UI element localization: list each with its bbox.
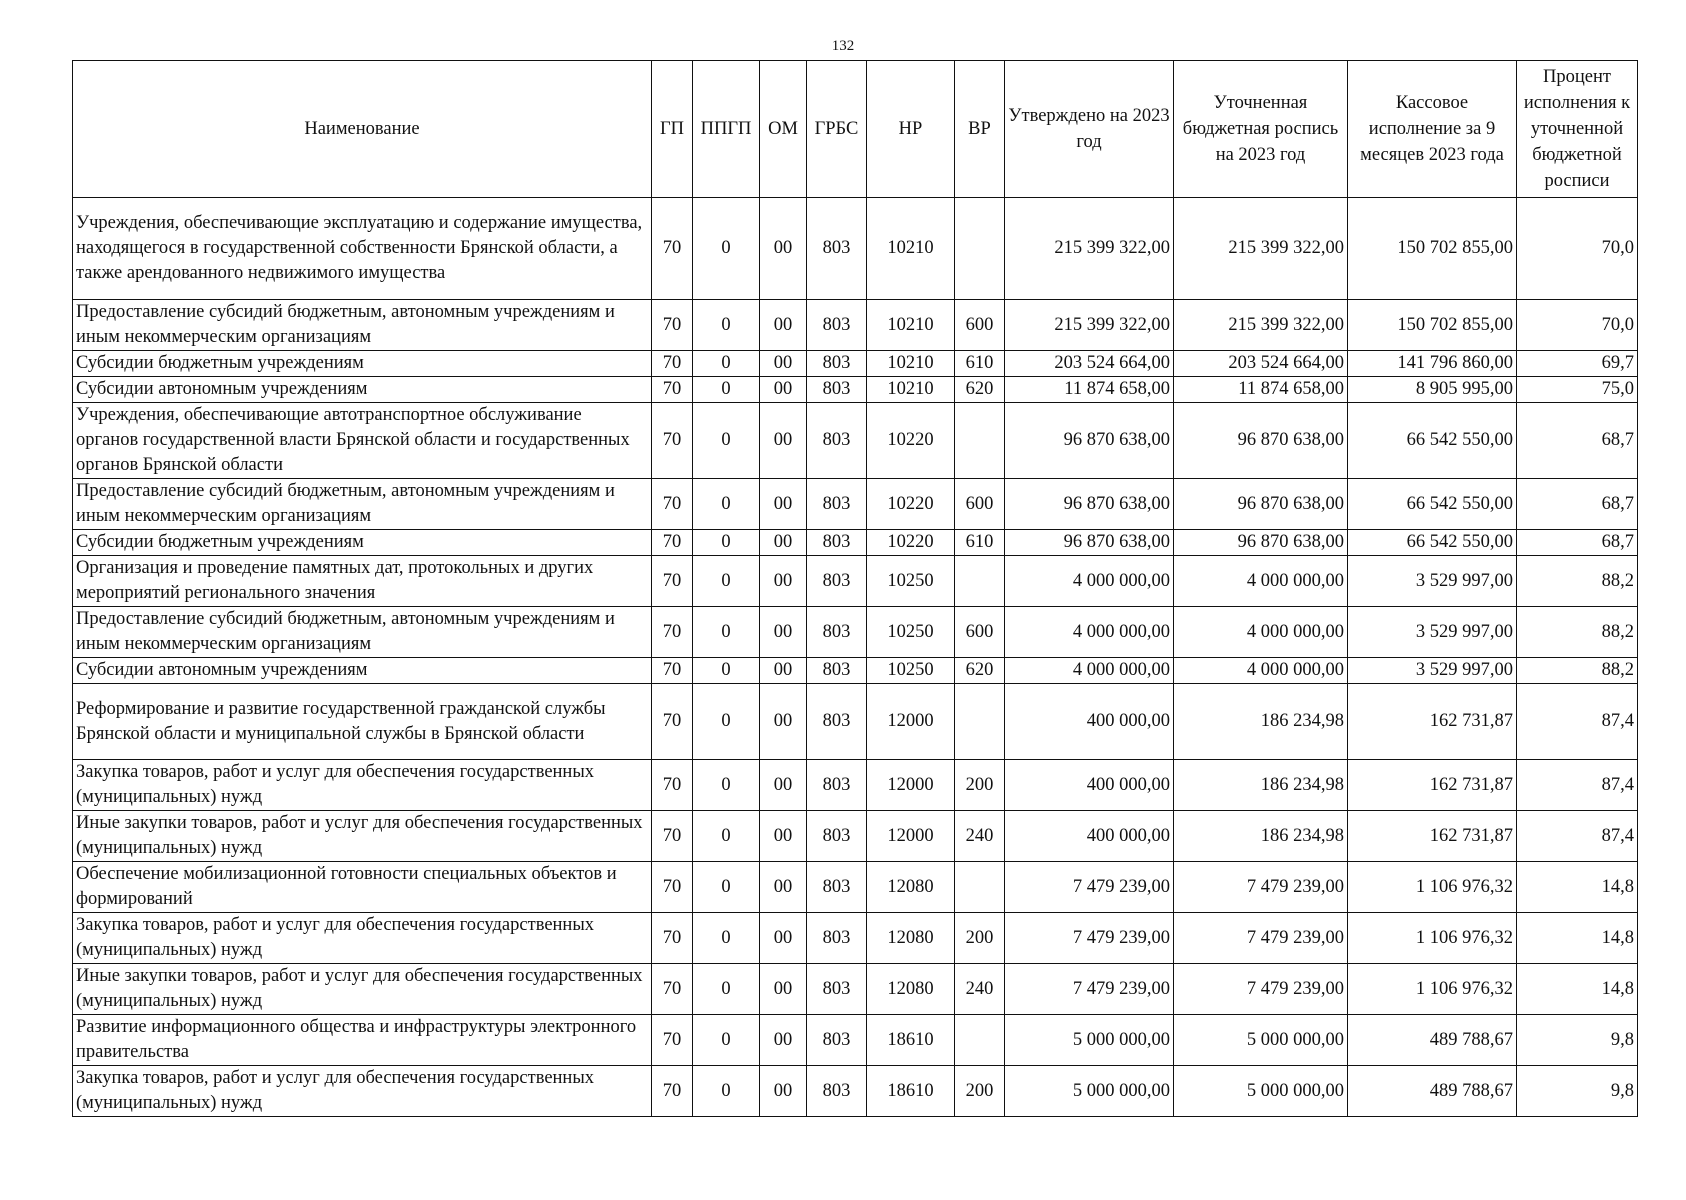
cell-executed: 489 788,67	[1348, 1066, 1517, 1117]
cell-nr: 10210	[867, 377, 955, 403]
cell-name: Обеспечение мобилизационной готовности специальных объектов и формирований	[73, 862, 652, 913]
cell-approved: 11 874 658,00	[1005, 377, 1174, 403]
cell-executed: 1 106 976,32	[1348, 964, 1517, 1015]
cell-percent: 68,7	[1517, 479, 1638, 530]
cell-grbs: 803	[807, 556, 867, 607]
cell-gp: 70	[652, 1015, 693, 1066]
cell-percent: 87,4	[1517, 760, 1638, 811]
cell-percent: 68,7	[1517, 403, 1638, 479]
cell-vr	[955, 684, 1005, 760]
budget-table	[72, 60, 1638, 1117]
cell-vr: 610	[955, 351, 1005, 377]
cell-nr: 10220	[867, 403, 955, 479]
cell-nr: 12080	[867, 913, 955, 964]
cell-approved: 203 524 664,00	[1005, 351, 1174, 377]
header-grbs: ГРБС	[807, 61, 867, 198]
cell-name: Субсидии бюджетным учреждениям	[73, 351, 652, 377]
cell-ppgp: 0	[693, 760, 760, 811]
cell-ppgp: 0	[693, 811, 760, 862]
cell-gp: 70	[652, 1066, 693, 1117]
cell-name: Организация и проведение памятных дат, протокольных и других мероприятий регионального значения	[73, 556, 652, 607]
cell-nr: 12080	[867, 964, 955, 1015]
cell-approved: 7 479 239,00	[1005, 862, 1174, 913]
cell-executed: 1 106 976,32	[1348, 913, 1517, 964]
cell-refined: 4 000 000,00	[1174, 658, 1348, 684]
cell-vr: 620	[955, 658, 1005, 684]
cell-refined: 215 399 322,00	[1174, 198, 1348, 300]
cell-gp: 70	[652, 684, 693, 760]
header-ppgp: ППГП	[693, 61, 760, 198]
cell-om: 00	[760, 1015, 807, 1066]
header-row	[73, 61, 1638, 198]
cell-grbs: 803	[807, 351, 867, 377]
table-row	[73, 1066, 1638, 1117]
cell-om: 00	[760, 377, 807, 403]
cell-ppgp: 0	[693, 479, 760, 530]
cell-percent: 88,2	[1517, 658, 1638, 684]
cell-executed: 141 796 860,00	[1348, 351, 1517, 377]
cell-ppgp: 0	[693, 351, 760, 377]
cell-executed: 66 542 550,00	[1348, 403, 1517, 479]
cell-ppgp: 0	[693, 658, 760, 684]
cell-nr: 18610	[867, 1015, 955, 1066]
cell-gp: 70	[652, 913, 693, 964]
table-row	[73, 862, 1638, 913]
cell-vr	[955, 556, 1005, 607]
table-body	[73, 198, 1638, 1117]
header-gp: ГП	[652, 61, 693, 198]
table-row	[73, 913, 1638, 964]
cell-refined: 96 870 638,00	[1174, 479, 1348, 530]
cell-grbs: 803	[807, 198, 867, 300]
cell-approved: 400 000,00	[1005, 811, 1174, 862]
cell-om: 00	[760, 1066, 807, 1117]
cell-nr: 10250	[867, 607, 955, 658]
table-row	[73, 479, 1638, 530]
cell-nr: 12000	[867, 760, 955, 811]
cell-vr	[955, 862, 1005, 913]
cell-nr: 10250	[867, 556, 955, 607]
cell-executed: 3 529 997,00	[1348, 556, 1517, 607]
cell-vr: 600	[955, 607, 1005, 658]
cell-grbs: 803	[807, 964, 867, 1015]
cell-nr: 10210	[867, 300, 955, 351]
cell-executed: 150 702 855,00	[1348, 198, 1517, 300]
cell-grbs: 803	[807, 377, 867, 403]
cell-gp: 70	[652, 556, 693, 607]
table-row	[73, 530, 1638, 556]
cell-name: Закупка товаров, работ и услуг для обеспечения государственных (муниципальных) нужд	[73, 760, 652, 811]
header-percent: Процент исполнения к уточненной бюджетной росписи	[1517, 61, 1638, 198]
header-name: Наименование	[73, 61, 652, 198]
cell-percent: 68,7	[1517, 530, 1638, 556]
cell-percent: 14,8	[1517, 913, 1638, 964]
cell-grbs: 803	[807, 811, 867, 862]
cell-executed: 3 529 997,00	[1348, 658, 1517, 684]
cell-refined: 215 399 322,00	[1174, 300, 1348, 351]
table-row	[73, 811, 1638, 862]
cell-name: Закупка товаров, работ и услуг для обеспечения государственных (муниципальных) нужд	[73, 1066, 652, 1117]
cell-gp: 70	[652, 862, 693, 913]
cell-grbs: 803	[807, 403, 867, 479]
cell-grbs: 803	[807, 607, 867, 658]
cell-ppgp: 0	[693, 300, 760, 351]
cell-name: Иные закупки товаров, работ и услуг для обеспечения государственных (муниципальных) нужд	[73, 811, 652, 862]
cell-om: 00	[760, 811, 807, 862]
cell-nr: 10250	[867, 658, 955, 684]
cell-vr: 620	[955, 377, 1005, 403]
cell-approved: 7 479 239,00	[1005, 964, 1174, 1015]
table-row	[73, 1015, 1638, 1066]
cell-vr: 610	[955, 530, 1005, 556]
cell-gp: 70	[652, 479, 693, 530]
cell-gp: 70	[652, 403, 693, 479]
cell-percent: 75,0	[1517, 377, 1638, 403]
cell-name: Закупка товаров, работ и услуг для обеспечения государственных (муниципальных) нужд	[73, 913, 652, 964]
cell-ppgp: 0	[693, 607, 760, 658]
cell-vr: 200	[955, 1066, 1005, 1117]
cell-percent: 9,8	[1517, 1015, 1638, 1066]
table-row	[73, 351, 1638, 377]
cell-executed: 162 731,87	[1348, 684, 1517, 760]
cell-percent: 14,8	[1517, 862, 1638, 913]
cell-om: 00	[760, 300, 807, 351]
cell-ppgp: 0	[693, 1066, 760, 1117]
header-om: ОМ	[760, 61, 807, 198]
cell-refined: 7 479 239,00	[1174, 862, 1348, 913]
table-row	[73, 658, 1638, 684]
cell-refined: 5 000 000,00	[1174, 1066, 1348, 1117]
cell-refined: 186 234,98	[1174, 760, 1348, 811]
cell-percent: 70,0	[1517, 198, 1638, 300]
cell-approved: 96 870 638,00	[1005, 530, 1174, 556]
cell-nr: 10220	[867, 479, 955, 530]
cell-executed: 8 905 995,00	[1348, 377, 1517, 403]
cell-approved: 400 000,00	[1005, 684, 1174, 760]
cell-nr: 12000	[867, 811, 955, 862]
header-refined: Уточненная бюджетная роспись на 2023 год	[1174, 61, 1348, 198]
cell-gp: 70	[652, 300, 693, 351]
cell-percent: 9,8	[1517, 1066, 1638, 1117]
cell-ppgp: 0	[693, 964, 760, 1015]
table-row	[73, 684, 1638, 760]
cell-ppgp: 0	[693, 684, 760, 760]
cell-percent: 69,7	[1517, 351, 1638, 377]
cell-refined: 4 000 000,00	[1174, 556, 1348, 607]
cell-ppgp: 0	[693, 377, 760, 403]
table-row	[73, 964, 1638, 1015]
cell-grbs: 803	[807, 658, 867, 684]
cell-vr: 240	[955, 964, 1005, 1015]
table-row	[73, 760, 1638, 811]
cell-approved: 215 399 322,00	[1005, 300, 1174, 351]
cell-name: Предоставление субсидий бюджетным, автономным учреждениям и иным некоммерческим организациям	[73, 479, 652, 530]
cell-refined: 186 234,98	[1174, 684, 1348, 760]
cell-percent: 88,2	[1517, 556, 1638, 607]
cell-gp: 70	[652, 530, 693, 556]
cell-approved: 4 000 000,00	[1005, 658, 1174, 684]
cell-grbs: 803	[807, 913, 867, 964]
cell-approved: 5 000 000,00	[1005, 1066, 1174, 1117]
cell-om: 00	[760, 913, 807, 964]
cell-gp: 70	[652, 760, 693, 811]
cell-executed: 489 788,67	[1348, 1015, 1517, 1066]
cell-om: 00	[760, 479, 807, 530]
cell-ppgp: 0	[693, 198, 760, 300]
cell-percent: 14,8	[1517, 964, 1638, 1015]
cell-refined: 203 524 664,00	[1174, 351, 1348, 377]
cell-om: 00	[760, 198, 807, 300]
cell-refined: 96 870 638,00	[1174, 530, 1348, 556]
cell-om: 00	[760, 964, 807, 1015]
cell-vr: 200	[955, 913, 1005, 964]
cell-approved: 5 000 000,00	[1005, 1015, 1174, 1066]
cell-refined: 11 874 658,00	[1174, 377, 1348, 403]
table-row	[73, 198, 1638, 300]
cell-om: 00	[760, 403, 807, 479]
cell-name: Развитие информационного общества и инфраструктуры электронного правительства	[73, 1015, 652, 1066]
cell-vr	[955, 1015, 1005, 1066]
cell-approved: 400 000,00	[1005, 760, 1174, 811]
cell-name: Предоставление субсидий бюджетным, автономным учреждениям и иным некоммерческим организациям	[73, 607, 652, 658]
cell-name: Предоставление субсидий бюджетным, автономным учреждениям и иным некоммерческим организациям	[73, 300, 652, 351]
cell-gp: 70	[652, 351, 693, 377]
cell-vr: 600	[955, 300, 1005, 351]
cell-ppgp: 0	[693, 913, 760, 964]
cell-om: 00	[760, 607, 807, 658]
cell-gp: 70	[652, 658, 693, 684]
table-row	[73, 403, 1638, 479]
cell-executed: 150 702 855,00	[1348, 300, 1517, 351]
cell-executed: 162 731,87	[1348, 760, 1517, 811]
cell-vr: 600	[955, 479, 1005, 530]
cell-approved: 4 000 000,00	[1005, 607, 1174, 658]
cell-vr	[955, 198, 1005, 300]
cell-vr: 200	[955, 760, 1005, 811]
header-nr: НР	[867, 61, 955, 198]
cell-approved: 96 870 638,00	[1005, 403, 1174, 479]
cell-executed: 162 731,87	[1348, 811, 1517, 862]
table-row	[73, 607, 1638, 658]
cell-approved: 96 870 638,00	[1005, 479, 1174, 530]
cell-nr: 12080	[867, 862, 955, 913]
cell-om: 00	[760, 658, 807, 684]
cell-ppgp: 0	[693, 556, 760, 607]
cell-ppgp: 0	[693, 403, 760, 479]
cell-grbs: 803	[807, 530, 867, 556]
cell-om: 00	[760, 862, 807, 913]
table-row	[73, 377, 1638, 403]
cell-name: Субсидии автономным учреждениям	[73, 658, 652, 684]
cell-gp: 70	[652, 811, 693, 862]
cell-grbs: 803	[807, 300, 867, 351]
cell-nr: 10210	[867, 351, 955, 377]
cell-om: 00	[760, 760, 807, 811]
cell-om: 00	[760, 530, 807, 556]
cell-refined: 96 870 638,00	[1174, 403, 1348, 479]
cell-name: Учреждения, обеспечивающие автотранспортное обслуживание органов государственной власти Брянской области и государственных органов Брянской области	[73, 403, 652, 479]
cell-grbs: 803	[807, 862, 867, 913]
cell-percent: 88,2	[1517, 607, 1638, 658]
cell-name: Субсидии бюджетным учреждениям	[73, 530, 652, 556]
cell-refined: 7 479 239,00	[1174, 913, 1348, 964]
cell-grbs: 803	[807, 684, 867, 760]
cell-nr: 12000	[867, 684, 955, 760]
cell-gp: 70	[652, 964, 693, 1015]
cell-refined: 5 000 000,00	[1174, 1015, 1348, 1066]
cell-approved: 215 399 322,00	[1005, 198, 1174, 300]
cell-name: Иные закупки товаров, работ и услуг для обеспечения государственных (муниципальных) нужд	[73, 964, 652, 1015]
cell-nr: 10210	[867, 198, 955, 300]
cell-refined: 4 000 000,00	[1174, 607, 1348, 658]
cell-executed: 3 529 997,00	[1348, 607, 1517, 658]
cell-om: 00	[760, 351, 807, 377]
header-approved: Утверждено на 2023 год	[1005, 61, 1174, 198]
cell-name: Реформирование и развитие государственной гражданской службы Брянской области и муниципальной службы в Брянской области	[73, 684, 652, 760]
cell-percent: 87,4	[1517, 684, 1638, 760]
cell-name: Учреждения, обеспечивающие эксплуатацию и содержание имущества, находящегося в государственной собственности Брянской области, а также арендованного недвижимого имущества	[73, 198, 652, 300]
cell-percent: 70,0	[1517, 300, 1638, 351]
cell-nr: 18610	[867, 1066, 955, 1117]
cell-nr: 10220	[867, 530, 955, 556]
cell-vr: 240	[955, 811, 1005, 862]
cell-refined: 7 479 239,00	[1174, 964, 1348, 1015]
cell-grbs: 803	[807, 760, 867, 811]
header-executed: Кассовое исполнение за 9 месяцев 2023 года	[1348, 61, 1517, 198]
cell-ppgp: 0	[693, 862, 760, 913]
cell-approved: 7 479 239,00	[1005, 913, 1174, 964]
cell-executed: 1 106 976,32	[1348, 862, 1517, 913]
cell-gp: 70	[652, 198, 693, 300]
cell-grbs: 803	[807, 479, 867, 530]
cell-executed: 66 542 550,00	[1348, 479, 1517, 530]
cell-percent: 87,4	[1517, 811, 1638, 862]
cell-om: 00	[760, 556, 807, 607]
cell-approved: 4 000 000,00	[1005, 556, 1174, 607]
cell-om: 00	[760, 684, 807, 760]
cell-grbs: 803	[807, 1015, 867, 1066]
page-number: 132	[831, 38, 855, 54]
cell-gp: 70	[652, 607, 693, 658]
cell-vr	[955, 403, 1005, 479]
table-row	[73, 300, 1638, 351]
cell-refined: 186 234,98	[1174, 811, 1348, 862]
cell-name: Субсидии автономным учреждениям	[73, 377, 652, 403]
header-vr: ВР	[955, 61, 1005, 198]
table-row	[73, 556, 1638, 607]
cell-ppgp: 0	[693, 1015, 760, 1066]
cell-ppgp: 0	[693, 530, 760, 556]
cell-grbs: 803	[807, 1066, 867, 1117]
cell-executed: 66 542 550,00	[1348, 530, 1517, 556]
cell-gp: 70	[652, 377, 693, 403]
